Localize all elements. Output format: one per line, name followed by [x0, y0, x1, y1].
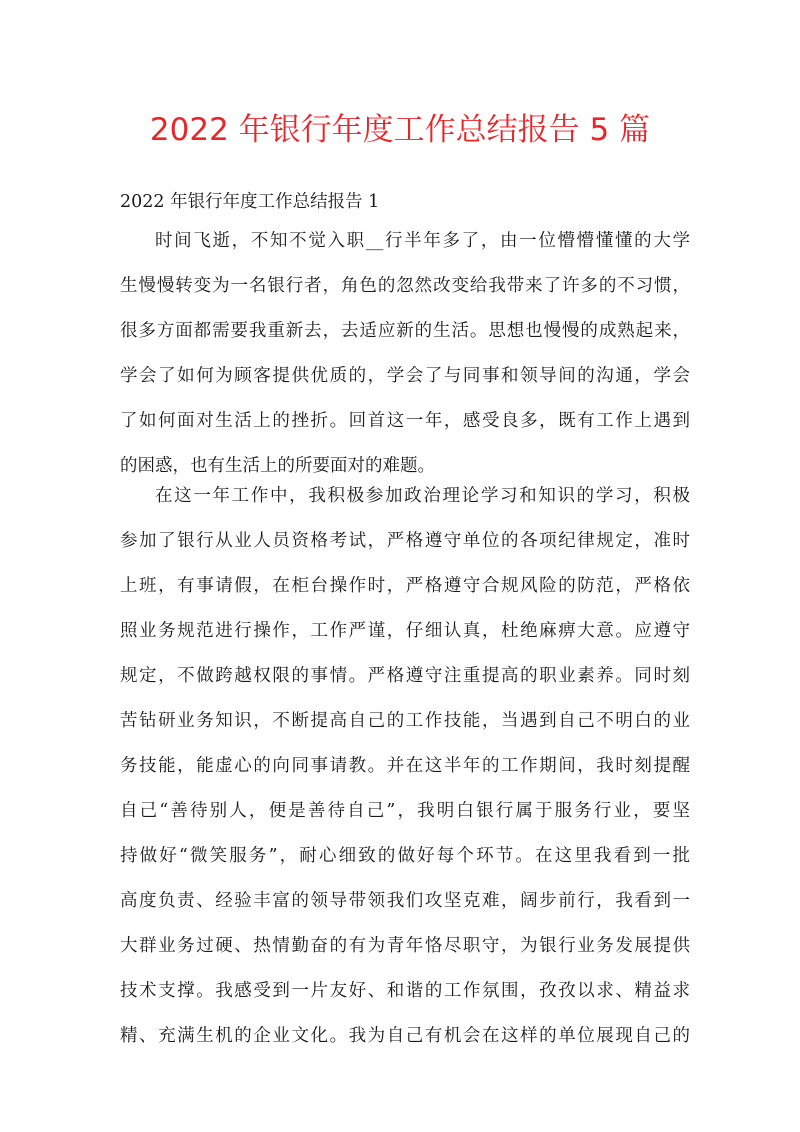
paragraph-line: 时间飞逝，不知不觉入职__行半年多了，由一位懵懵懂懂的大学: [155, 231, 690, 251]
paragraph-line: 学会了如何为顾客提供优质的，学会了与同事和领导间的沟通，学会: [120, 366, 690, 386]
paragraph-line: 精、充满生机的企业文化。我为自己有机会在这样的单位展现自己的: [120, 1026, 690, 1046]
paragraph-line: 了如何面对生活上的挫折。回首这一年，感受良多，既有工作上遇到: [120, 411, 690, 431]
document-title: 2022 年银行年度工作总结报告 5 篇: [149, 112, 651, 148]
paragraph-line: 规定，不做跨越权限的事情。严格遵守注重提高的职业素养。同时刻: [120, 666, 690, 686]
paragraph-2: [120, 474, 690, 1059]
paragraph-line: 上班，有事请假，在柜台操作时，严格遵守合规风险的防范，严格依: [120, 576, 690, 596]
paragraph-line: 很多方面都需要我重新去，去适应新的生活。思想也慢慢的成熟起来，: [120, 321, 690, 341]
paragraph-line: 参加了银行从业人员资格考试，严格遵守单位的各项纪律规定，准时: [120, 531, 690, 551]
paragraph-line: 的困惑，也有生活上的所要面对的难题。: [120, 456, 435, 476]
paragraph-line: 务技能，能虚心的向同事请教。并在这半年的工作期间，我时刻提醒: [120, 756, 690, 776]
section-heading: 2022 年银行年度工作总结报告 1: [120, 192, 380, 212]
paragraph-line: 生慢慢转变为一名银行者，角色的忽然改变给我带来了许多的不习惯，: [120, 276, 690, 296]
paragraph-line: 持做好“微笑服务”，耐心细致的做好每个环节。在这里我看到一批: [120, 846, 690, 866]
paragraph-line: 自己“善待别人，便是善待自己”，我明白银行属于服务行业，要坚: [120, 801, 690, 821]
paragraph-line: 照业务规范进行操作，工作严谨，仔细认真，杜绝麻痹大意。应遵守: [120, 621, 690, 641]
paragraph-1: [120, 219, 690, 489]
paragraph-line: 在这一年工作中，我积极参加政治理论学习和知识的学习，积极: [155, 486, 690, 506]
paragraph-line: 苦钻研业务知识，不断提高自己的工作技能，当遇到自己不明白的业: [120, 711, 690, 731]
paragraph-line: 大群业务过硬、热情勤奋的有为青年恪尽职守，为银行业务发展提供: [120, 936, 690, 956]
paragraph-line: 高度负责、经验丰富的领导带领我们攻坚克难，阔步前行，我看到一: [120, 891, 690, 911]
paragraph-line: 技术支撑。我感受到一片友好、和谐的工作氛围，孜孜以求、精益求: [120, 981, 690, 1001]
